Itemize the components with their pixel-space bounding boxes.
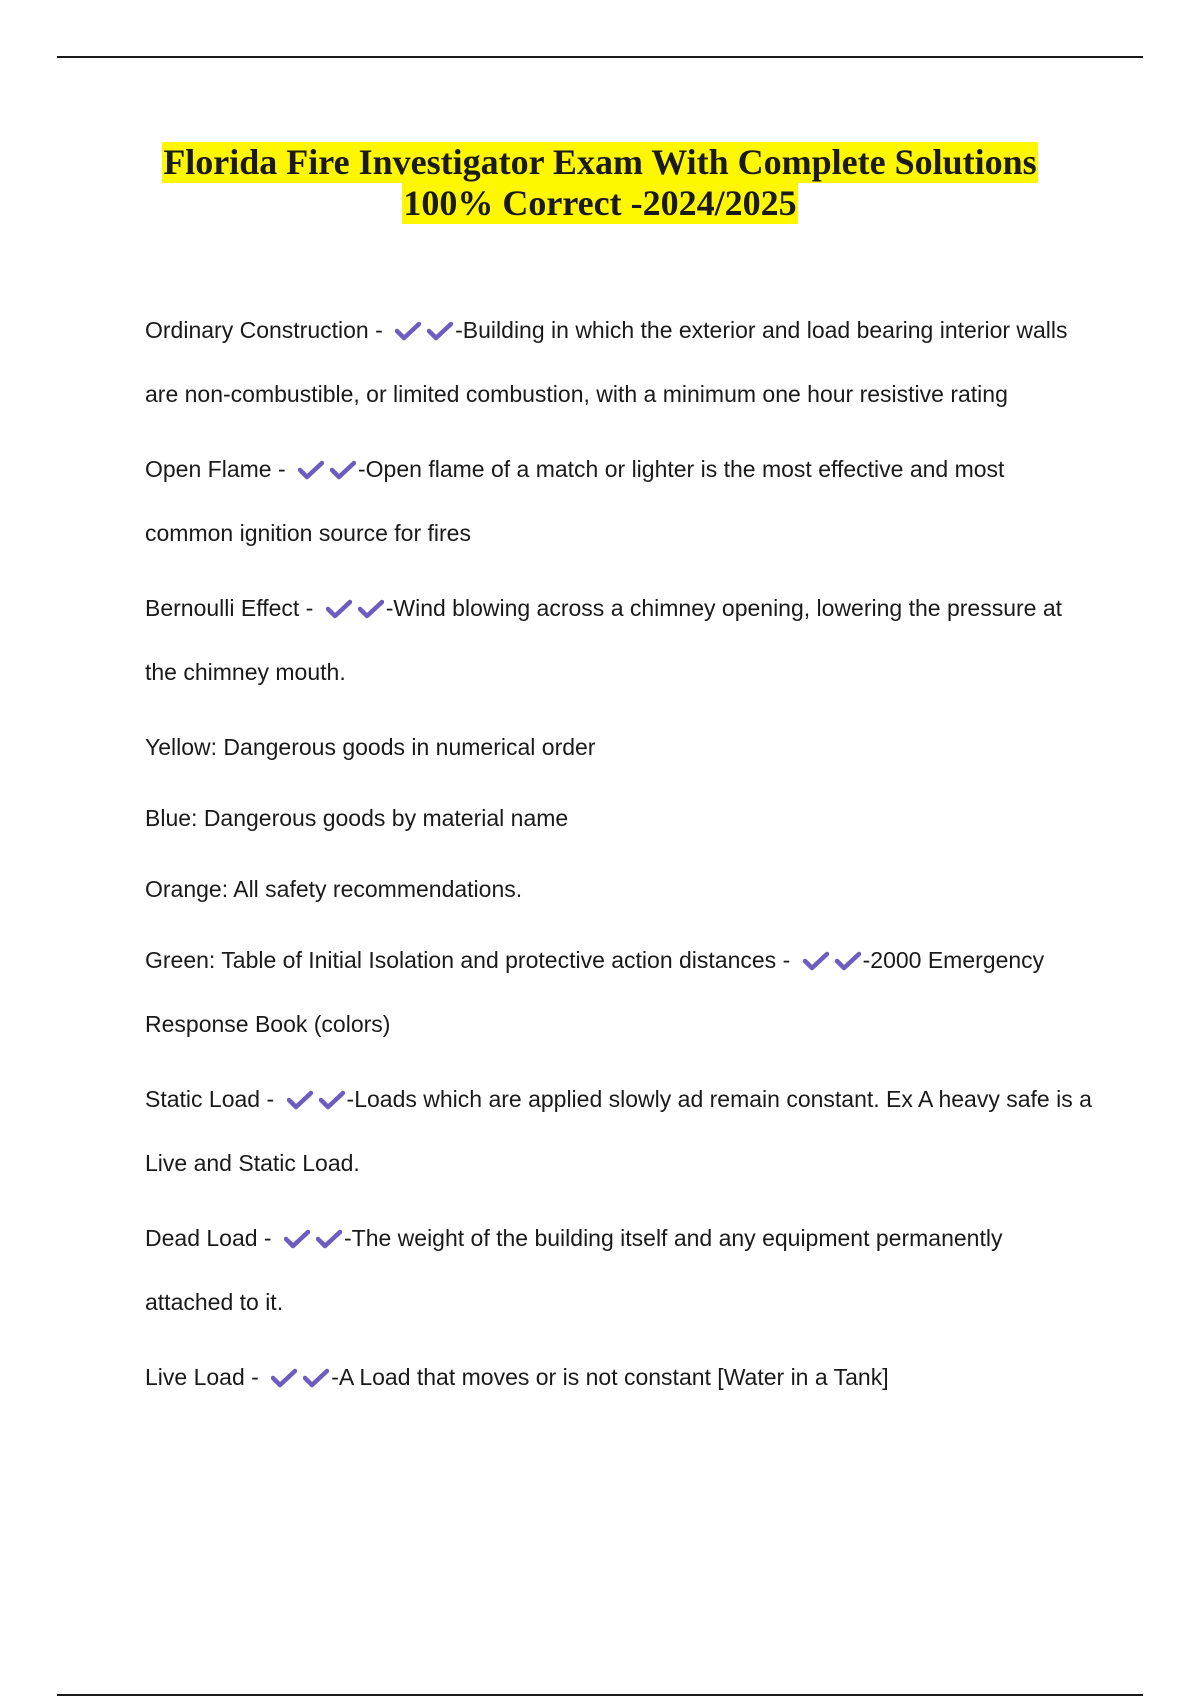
checkmark-icon: [395, 321, 421, 341]
checkmark-icon: [427, 321, 453, 341]
checkmark-icon: [284, 1229, 310, 1249]
entry-text: Yellow: Dangerous goods in numerical order: [145, 734, 596, 760]
check-pair: [271, 1350, 329, 1411]
entry-definition: -2000 Emergency Response Book (colors): [145, 947, 1045, 1037]
check-pair: [803, 933, 861, 994]
entry-term: Open Flame -: [145, 456, 292, 482]
list-item: [145, 930, 1095, 1055]
entry-term: Static Load -: [145, 1086, 281, 1112]
entry-term: Bernoulli Effect -: [145, 595, 320, 621]
entry-definition: -Building in which the exterior and load bearing interior walls are non-combustible, or limited combustion, with a minimum one hour resistive rating: [145, 317, 1068, 407]
bottom-rule: [57, 1694, 1143, 1696]
list-item: [145, 300, 1095, 425]
check-pair: [326, 581, 384, 642]
entry-text: Orange: All safety recommendations.: [145, 876, 523, 902]
list-item: [145, 717, 1095, 778]
checkmark-icon: [358, 599, 384, 619]
entry-term: Dead Load -: [145, 1225, 278, 1251]
list-item: [145, 439, 1095, 564]
entry-definition: -The weight of the building itself and any equipment permanently attached to it.: [145, 1225, 1003, 1315]
list-item: [145, 1069, 1095, 1194]
entry-definition: -Loads which are applied slowly ad remain constant. Ex A heavy safe is a Live and Static Load.: [145, 1086, 1092, 1176]
checkmark-icon: [326, 599, 352, 619]
top-rule: [57, 56, 1143, 58]
entry-term: Green: Table of Initial Isolation and protective action distances -: [145, 947, 797, 973]
check-pair: [395, 303, 453, 364]
list-item: [145, 788, 1095, 849]
checkmark-icon: [319, 1090, 345, 1110]
list-item: [145, 1208, 1095, 1333]
entry-definition: -Open flame of a match or lighter is the most effective and most common ignition source for fires: [145, 456, 1005, 546]
entry-definition: -Wind blowing across a chimney opening, lowering the pressure at the chimney mouth.: [145, 595, 1063, 685]
check-pair: [287, 1072, 345, 1133]
checkmark-icon: [303, 1368, 329, 1388]
document-body: [145, 300, 1095, 1425]
checkmark-icon: [835, 951, 861, 971]
title-line-2: 100% Correct -2024/2025: [403, 183, 797, 223]
check-pair: [284, 1211, 342, 1272]
check-pair: [298, 442, 356, 503]
list-item: [145, 578, 1095, 703]
checkmark-icon: [271, 1368, 297, 1388]
entry-term: Live Load -: [145, 1364, 266, 1390]
entry-text: Blue: Dangerous goods by material name: [145, 805, 569, 831]
checkmark-icon: [316, 1229, 342, 1249]
checkmark-icon: [803, 951, 829, 971]
checkmark-icon: [330, 460, 356, 480]
entry-definition: -A Load that moves or is not constant [Water in a Tank]: [331, 1364, 889, 1390]
list-item: [145, 859, 1095, 920]
checkmark-icon: [298, 460, 324, 480]
list-item: [145, 1347, 1095, 1411]
title-line-1: Florida Fire Investigator Exam With Complete Solutions: [163, 142, 1037, 182]
checkmark-icon: [287, 1090, 313, 1110]
document-title: [0, 142, 1200, 224]
entry-term: Ordinary Construction -: [145, 317, 390, 343]
